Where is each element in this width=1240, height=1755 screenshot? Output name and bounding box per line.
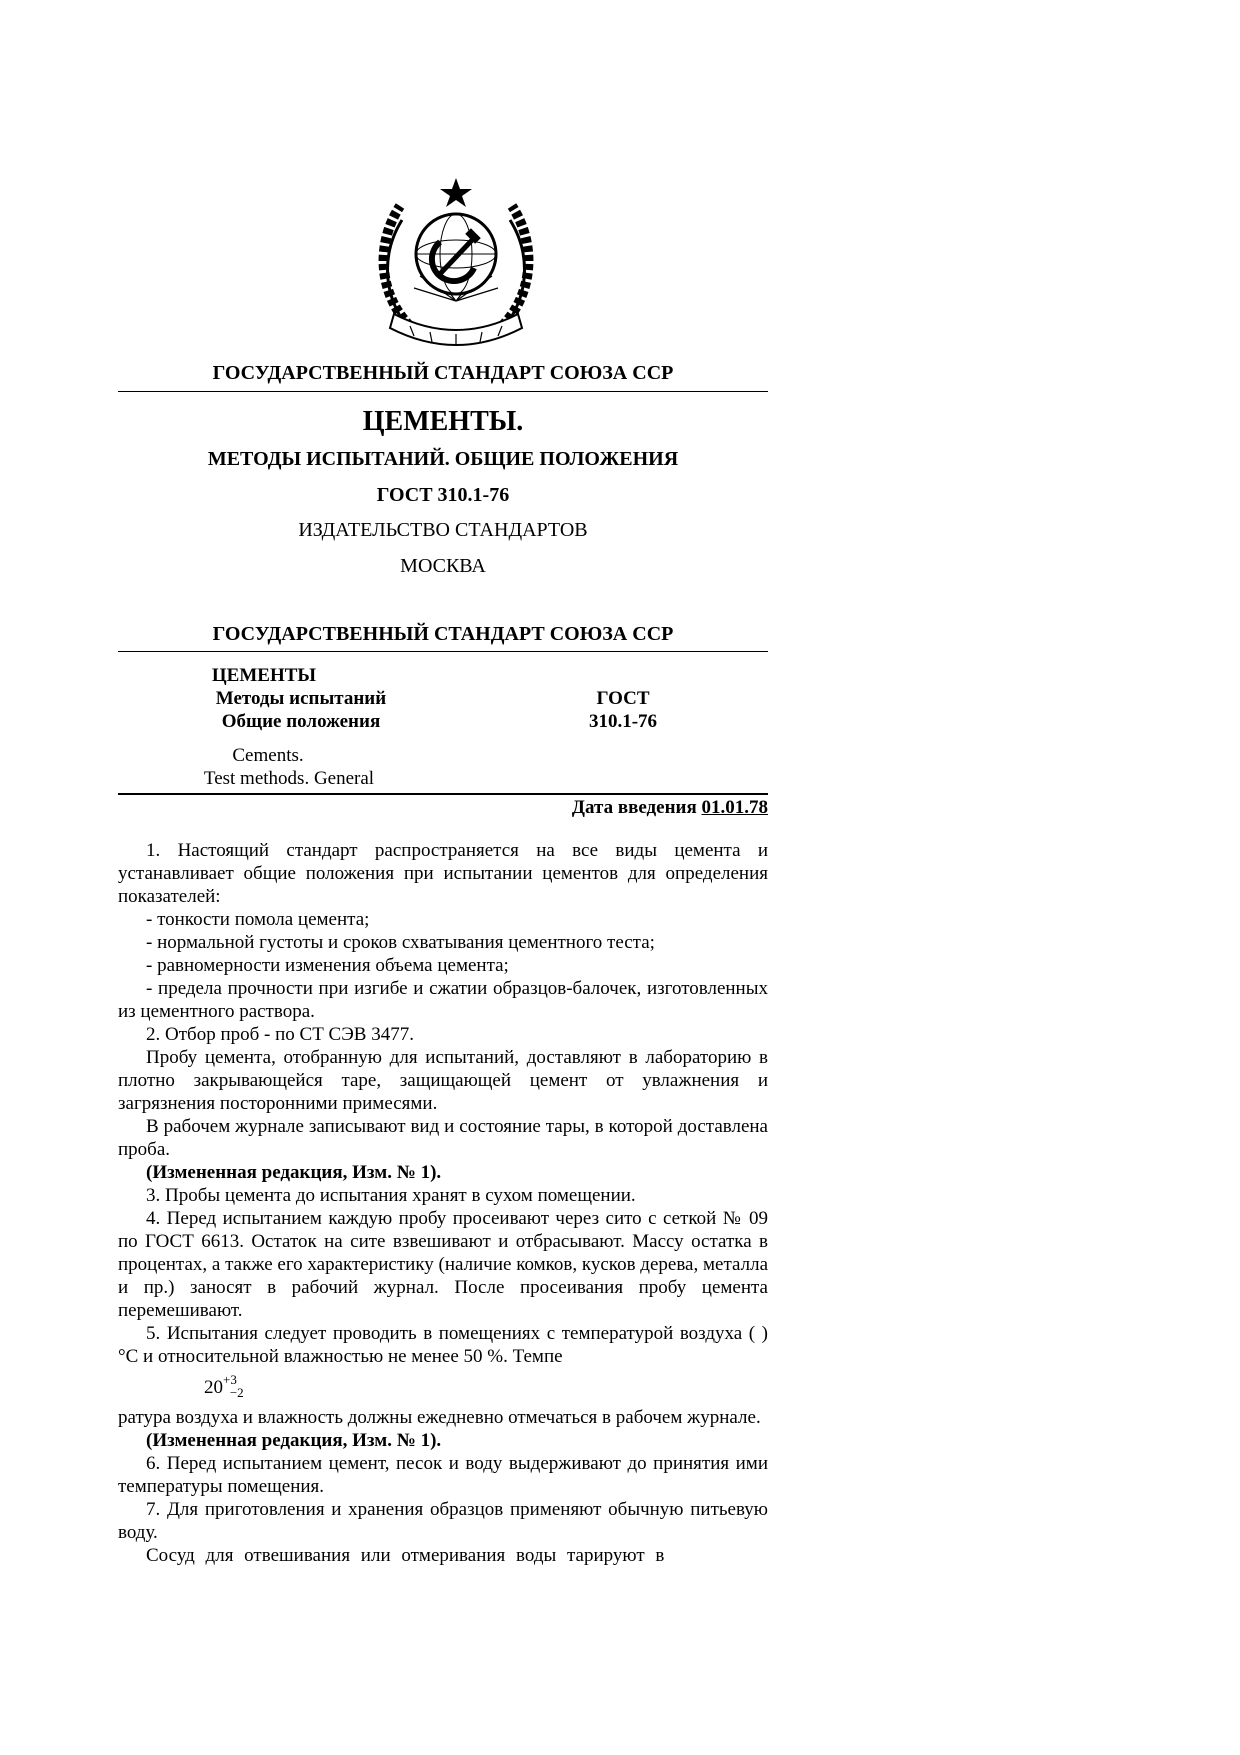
- cover-divider: [118, 391, 768, 392]
- date-label: Дата введения: [571, 797, 697, 818]
- english-line1: Cements.: [232, 745, 304, 766]
- cover-header: ГОСУДАРСТВЕННЫЙ СТАНДАРТ СОЮЗА ССР: [212, 362, 674, 384]
- paragraph-5: 3. Пробы цемента до испытания хранят в сухом помещении.: [146, 1185, 636, 1206]
- standard-name-line1: ЦЕМЕНТЫ: [211, 665, 317, 686]
- cover-subtitle: МЕТОДЫ ИСПЫТАНИЙ. ОБЩИЕ ПОЛОЖЕНИЯ: [207, 448, 679, 470]
- paragraph-3: Пробу цемента, отобранную для испытаний, доставляют в лабораторию в плотно закрывающейся таре, защищающей цемент от увлажнения и загрязнения посторонними примесями.: [118, 1047, 768, 1114]
- list-item: - нормальной густоты и сроков схватывания цементного теста;: [146, 932, 655, 953]
- cover-city: МОСКВА: [400, 555, 486, 577]
- paragraph-4: В рабочем журнале записывают вид и состояние тары, в которой доставлена проба.: [118, 1116, 768, 1160]
- introduction-date: [572, 797, 768, 819]
- titleblock-divider: [118, 651, 768, 652]
- paragraph-11: Сосуд для отвешивания или отмеривания воды тарируют в: [146, 1545, 665, 1566]
- paragraph-7: 5. Испытания следует проводить в помещениях с температурой воздуха ( )°С и относительной влажностью не менее 50 %. Темпе: [118, 1323, 768, 1367]
- list-item: - тонкости помола цемента;: [146, 909, 370, 930]
- list-item: - равномерности изменения объема цемента;: [146, 955, 509, 976]
- gost-label: ГОСТ: [596, 688, 650, 709]
- paragraph-1: 1. Настоящий стандарт распространяется на все виды цемента и устанавливает общие положения при испытании цементов для определения показателей:: [118, 840, 768, 907]
- state-emblem-icon: [370, 176, 542, 354]
- gost-number-block: [538, 687, 708, 733]
- cover-gost-code: ГОСТ 310.1-76: [376, 484, 510, 506]
- english-line2: Test methods. General: [203, 768, 375, 789]
- titleblock-bottom-divider: [118, 793, 768, 795]
- paragraph-8: ратура воздуха и влажность должны ежедневно отмечаться в рабочем журнале.: [118, 1407, 761, 1428]
- titleblock-header: ГОСУДАРСТВЕННЫЙ СТАНДАРТ СОЮЗА ССР: [212, 623, 674, 645]
- paragraph-6: 4. Перед испытанием каждую пробу просеивают через сито с сеткой № 09 по ГОСТ 6613. Остаток на сите взвешивают и отбрасывают. Массу остатка в процентах, а также его характеристику (наличие комков, кусков дерева, металла и пр.) заносят в рабочий журнал. После просеивания пробу цемента перемешивают.: [118, 1208, 768, 1321]
- standard-name-ru: [118, 664, 518, 733]
- standard-name-line2: Методы испытаний: [215, 688, 387, 709]
- cover-title: ЦЕМЕНТЫ.: [362, 406, 524, 437]
- temperature-base: 20: [204, 1377, 223, 1398]
- paragraph-2: 2. Отбор проб - по СТ СЭВ 3477.: [146, 1024, 414, 1045]
- gost-number: 310.1-76: [588, 711, 658, 732]
- temperature-plus: +3: [223, 1372, 237, 1387]
- standard-name-en: [118, 744, 438, 790]
- document-body: [118, 839, 768, 1567]
- cover-publisher: ИЗДАТЕЛЬСТВО СТАНДАРТОВ: [298, 519, 588, 541]
- standard-name-line3: Общие положения: [221, 711, 381, 732]
- paragraph-10: 7. Для приготовления и хранения образцов применяют обычную питьевую воду.: [118, 1499, 768, 1543]
- amendment-note: (Измененная редакция, Изм. № 1).: [146, 1430, 442, 1451]
- list-item: - предела прочности при изгибе и сжатии образцов-балочек, изготовленных из цементного раствора.: [118, 978, 768, 1022]
- date-value: 01.01.78: [701, 797, 768, 818]
- temperature-tolerance: [118, 1371, 768, 1402]
- paragraph-9: 6. Перед испытанием цемент, песок и воду выдерживают до принятия ими температуры помещения.: [118, 1453, 768, 1497]
- temperature-minus: −2: [229, 1385, 244, 1400]
- amendment-note: (Измененная редакция, Изм. № 1).: [146, 1162, 442, 1183]
